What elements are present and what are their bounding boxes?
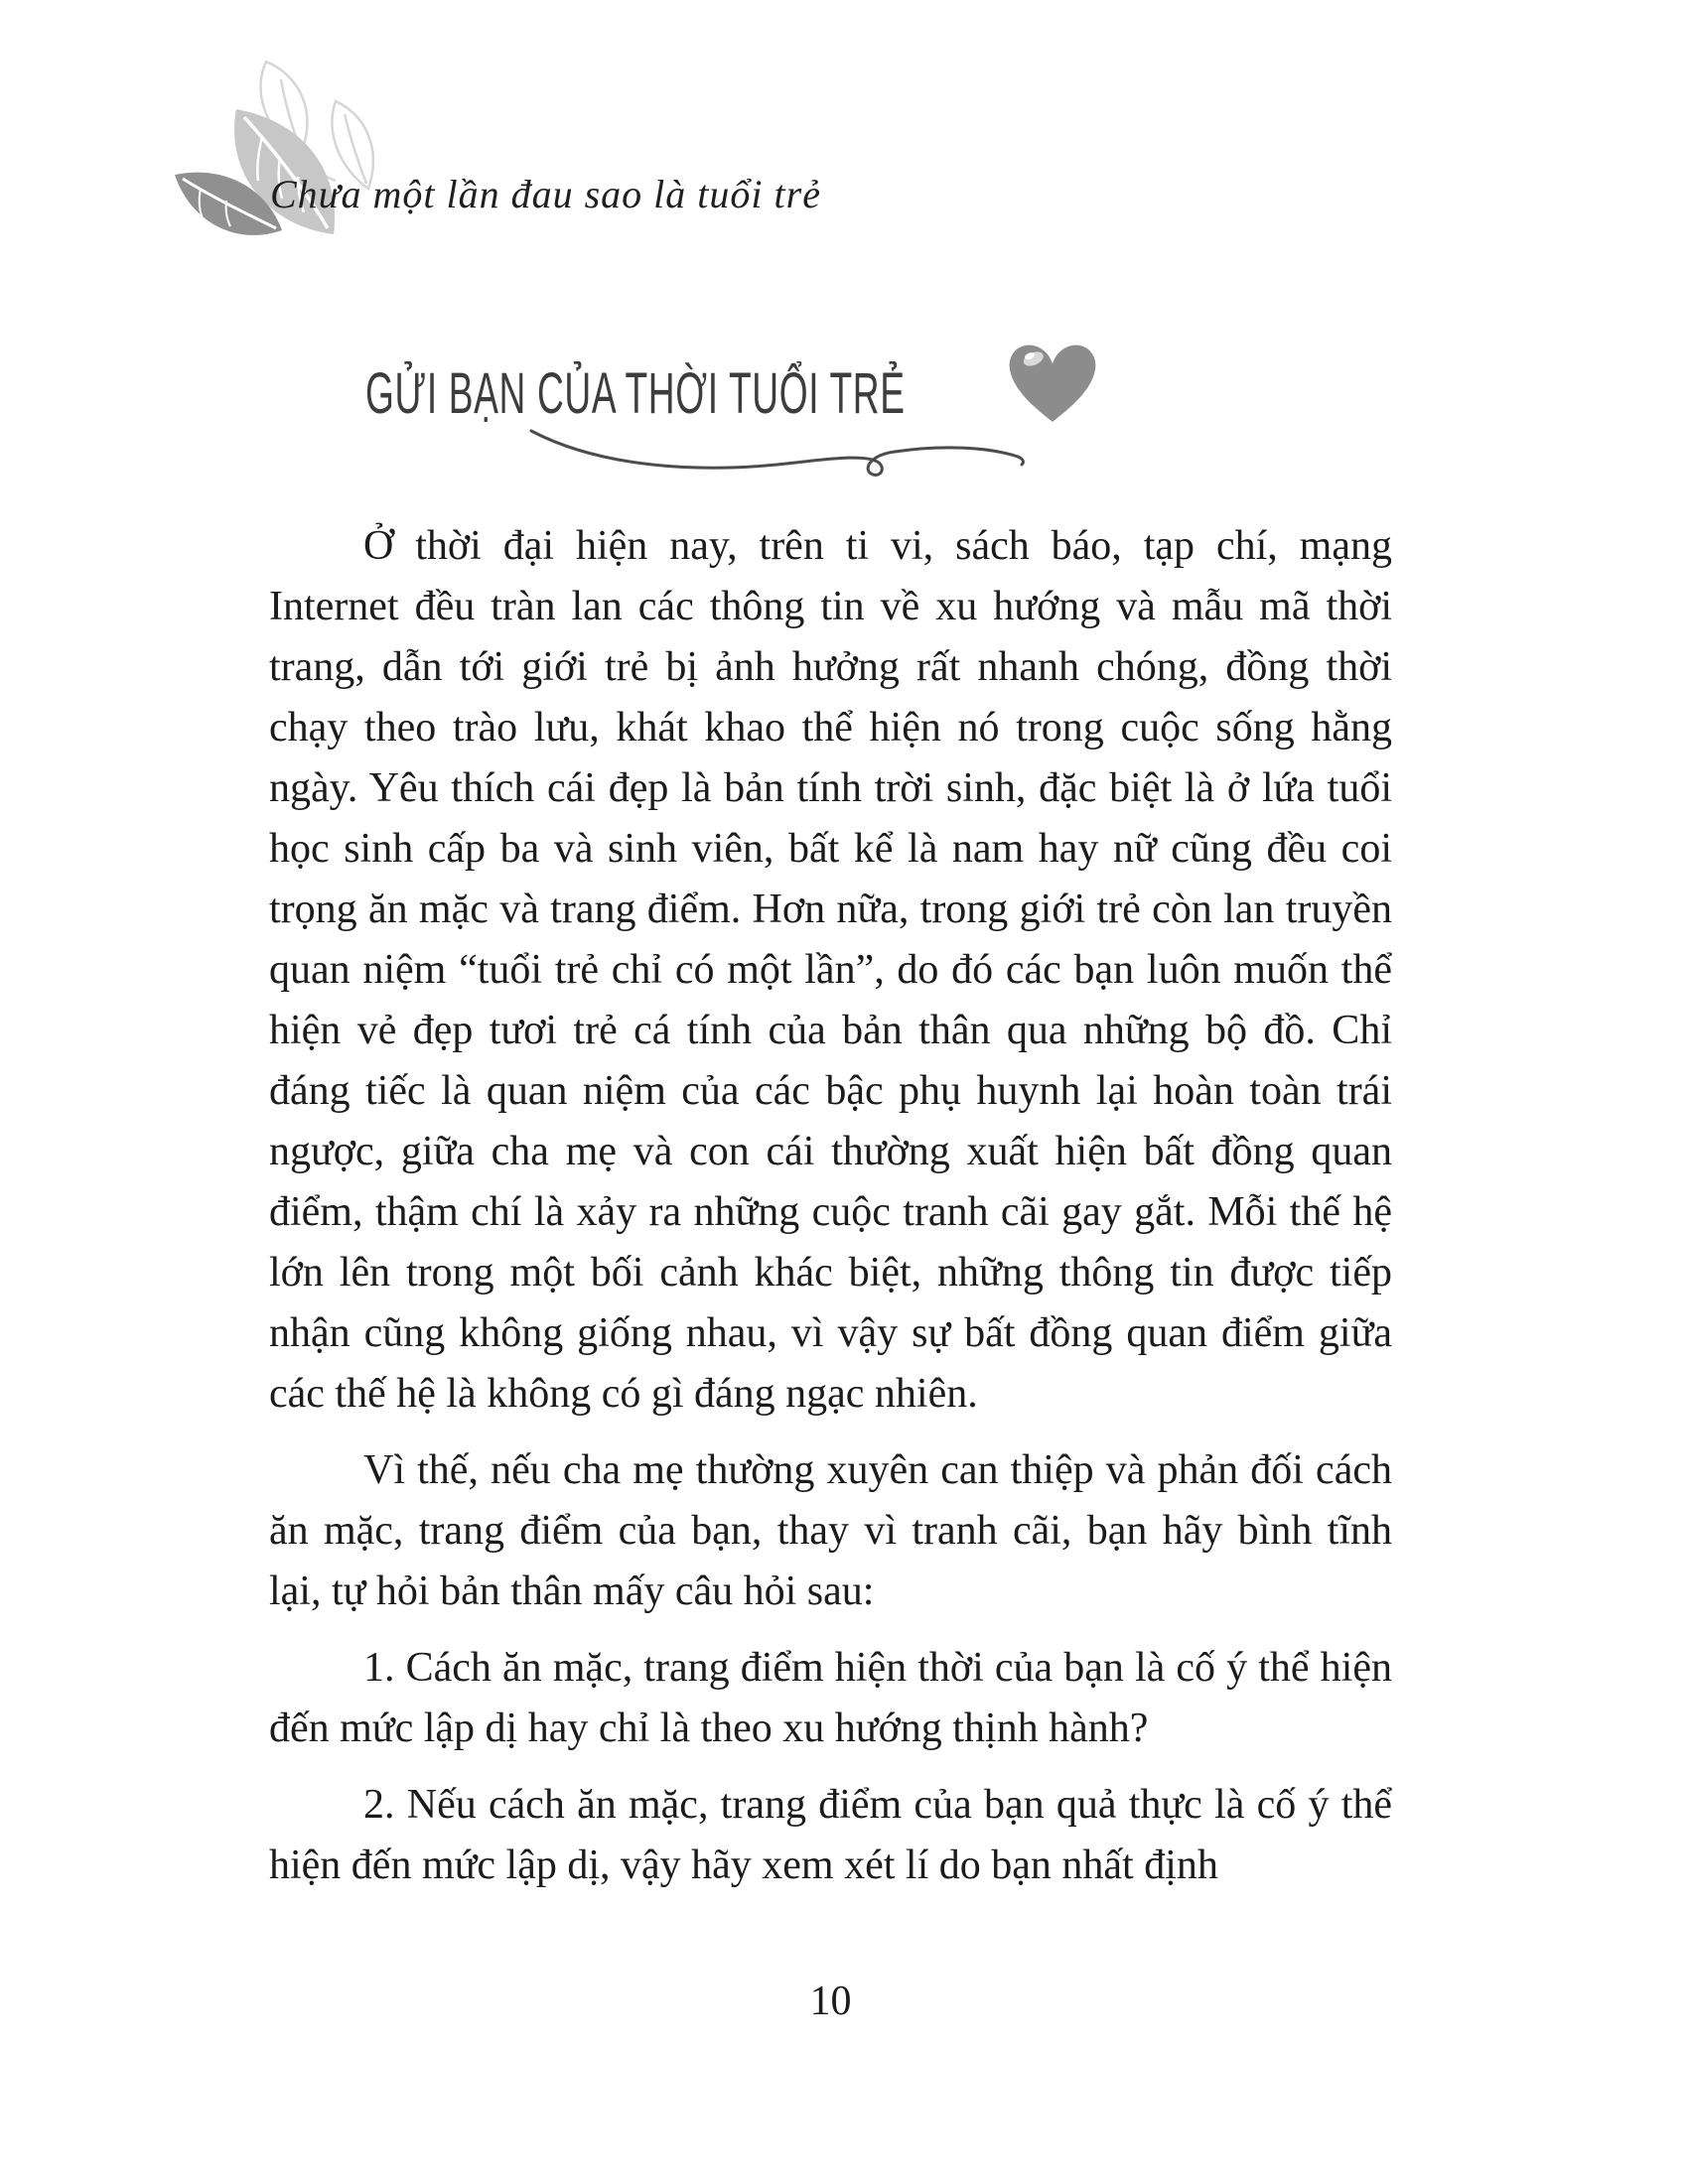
page-number: 10 [809, 1979, 852, 2024]
page-body [269, 516, 1392, 1912]
leaf-decoration-svg [149, 48, 407, 286]
flourish-svg [529, 425, 1026, 486]
leaf-decoration-icon [149, 48, 407, 286]
flourish-swirl-line-icon [529, 425, 1026, 486]
heart-icon-svg [1005, 338, 1100, 429]
heart-icon [1005, 338, 1100, 429]
body-paragraph-1: Ở thời đại hiện nay, trên ti vi, sách báo, tạp chí, mạng Internet đều tràn lan các thông tin về xu hướng và mẫu mã thời trang, dẫn tới giới trẻ bị ảnh hưởng rất nhanh chóng, đồng thời chạy theo trào lưu, khát khao thể hiện nó trong cuộc sống hằng ngày. Yêu thích cái đẹp là bản tính trời sinh, đặc biệt là ở lứa tuổi học sinh cấp ba và sinh viên, bất kể là nam hay nữ cũng đều coi trọng ăn mặc và trang điểm. Hơn nữa, trong giới trẻ còn lan truyền quan niệm “tuổi trẻ chỉ có một lần”, do đó các bạn luôn muốn thể hiện vẻ đẹp tươi trẻ cá tính của bản thân qua những bộ đồ. Chỉ đáng tiếc là quan niệm của các bậc phụ huynh lại hoàn toàn trái ngược, giữa cha mẹ và con cái thường xuất hiện bất đồng quan điểm, thậm chí là xảy ra những cuộc tranh cãi gay gắt. Mỗi thế hệ lớn lên trong một bối cảnh khác biệt, những thông tin được tiếp nhận cũng không giống nhau, vì vậy sự bất đồng quan điểm giữa các thế hệ là không có gì đáng ngạc nhiên. [269, 523, 1392, 1417]
running-header: Chưa một lần đau sao là tuổi trẻ [270, 172, 821, 216]
question-item-1: 1. Cách ăn mặc, trang điểm hiện thời của bạn là cố ý thể hiện đến mức lập dị hay chỉ là theo xu hướng thịnh hành? [269, 1645, 1392, 1751]
body-paragraph-2: Vì thế, nếu cha mẹ thường xuyên can thiệp và phản đối cách ăn mặc, trang điểm của bạn, thay vì tranh cãi, bạn hãy bình tĩnh lại, tự hỏi bản thân mấy câu hỏi sau: [269, 1447, 1392, 1614]
question-item-2: 2. Nếu cách ăn mặc, trang điểm của bạn quả thực là cố ý thể hiện đến mức lập dị, vậy hãy xem xét lí do bạn nhất định [269, 1782, 1392, 1888]
chapter-title: GỬI BẠN CỦA THỜI TUỔI TRẺ [365, 361, 906, 426]
